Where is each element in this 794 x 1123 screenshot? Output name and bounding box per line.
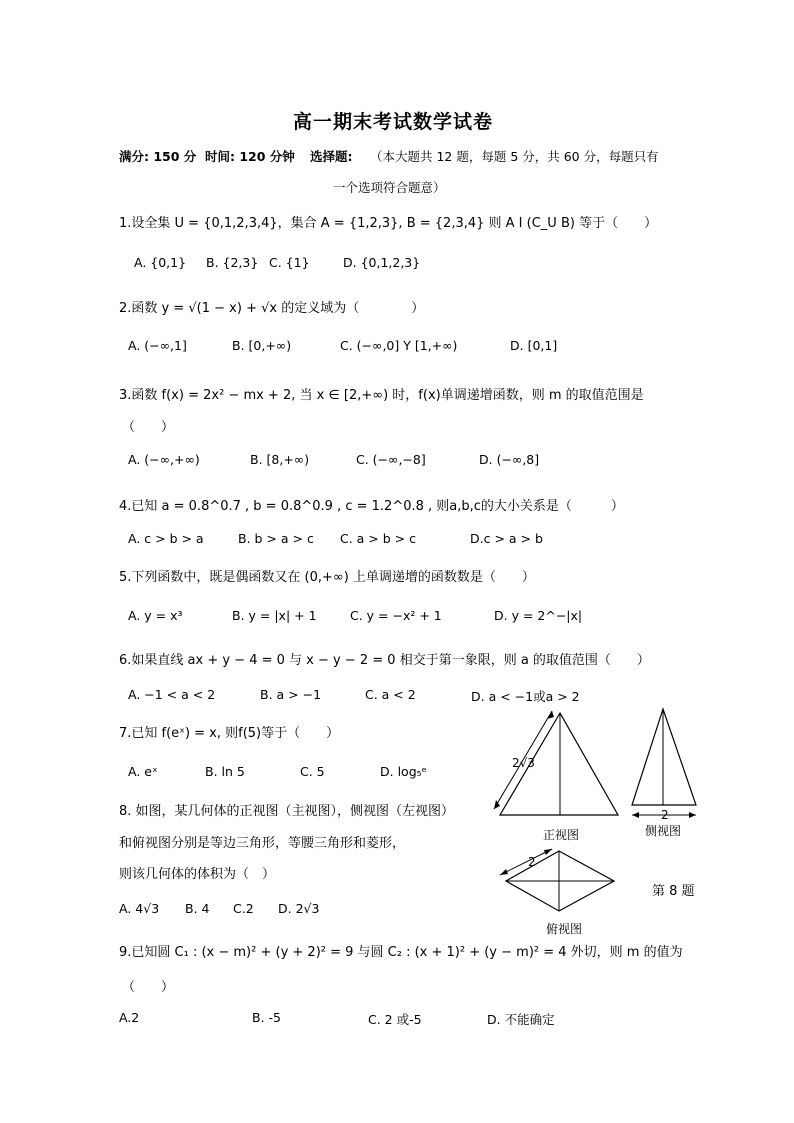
q6-option-c: C. a < 2	[365, 687, 416, 702]
side-view-dimension: 2	[661, 808, 669, 822]
q6-option-d: D. a < −1或a > 2	[471, 689, 580, 704]
q5-option-b: B. y = |x| + 1	[232, 608, 317, 623]
q9-option-b: B. -5	[252, 1010, 281, 1025]
q5-option-a: A. y = x³	[128, 608, 183, 623]
question-8-line-3: 则该几何体的体积为（ ）	[119, 867, 276, 882]
exam-meta-score: 满分: 150 分	[119, 149, 197, 164]
top-view-caption: 俯视图	[546, 922, 583, 936]
q3-option-b: B. [8,+∞)	[250, 452, 310, 467]
q3-option-c: C. (−∞,−8]	[356, 452, 426, 467]
question-1: 1.设全集 U = {0,1,2,3,4}，集合 A = {1,2,3}, B = {2,3,4} 则 A I (C_U B) 等于（ ）	[119, 216, 658, 231]
question-5: 5.下列函数中，既是偶函数又在 (0,+∞) 上单调递增的函数数是（ ）	[119, 570, 535, 585]
section-label: 选择题:	[310, 149, 353, 164]
q7-option-d: D. log₅ᵉ	[380, 764, 427, 779]
q7-option-b: B. ln 5	[205, 764, 245, 779]
q8-option-b: B. 4	[185, 901, 210, 916]
exam-meta-time: 时间: 120 分钟	[205, 149, 295, 164]
question-3: 3.函数 f(x) = 2x² − mx + 2, 当 x ∈ [2,+∞) 时，f(x)单调递增函数，则 m 的取值范围是	[119, 388, 644, 403]
question-8: 8. 如图，某几何体的正视图（主视图），侧视图（左视图）	[119, 804, 455, 819]
question-7: 7.已知 f(eˣ) = x, 则f(5)等于（ ）	[119, 726, 340, 741]
q8-option-d: D. 2√3	[278, 901, 320, 916]
q3-option-a: A. (−∞,+∞)	[128, 452, 200, 467]
q2-option-a: A. (−∞,1]	[128, 338, 187, 353]
q1-option-c: C. {1}	[269, 255, 310, 270]
side-view-figure	[628, 705, 700, 823]
question-9-blank: （ ）	[122, 980, 175, 995]
front-view-dimension: 2√3	[512, 756, 535, 770]
q5-option-d: D. y = 2^−|x|	[494, 608, 583, 623]
q4-option-b: B. b > a > c	[238, 531, 314, 546]
page-title: 高一期末考试数学试卷	[293, 111, 494, 133]
q9-option-c: C. 2 或-5	[368, 1012, 422, 1027]
question-9: 9.已知圆 C₁ : (x − m)² + (y + 2)² = 9 与圆 C₂ : (x + 1)² + (y − m)² = 4 外切，则 m 的值为	[119, 945, 683, 960]
question-2: 2.函数 y = √(1 − x) + √x 的定义域为（ ）	[119, 301, 425, 316]
question-8-line-2: 和俯视图分别是等边三角形，等腰三角形和菱形，	[119, 836, 406, 851]
q8-option-a: A. 4√3	[119, 901, 160, 916]
q1-option-b: B. {2,3}	[206, 255, 259, 270]
side-view-caption: 侧视图	[645, 824, 682, 838]
q7-option-c: C. 5	[300, 764, 325, 779]
question-3-blank: （ ）	[122, 420, 175, 435]
top-view-figure	[494, 845, 624, 925]
front-view-caption: 正视图	[543, 828, 580, 842]
q2-option-b: B. [0,+∞)	[232, 338, 292, 353]
q3-option-d: D. (−∞,8]	[479, 452, 540, 467]
section-desc: （本大题共 12 题，每题 5 分，共 60 分，每题只有	[370, 149, 659, 164]
question-6: 6.如果直线 ax + y − 4 = 0 与 x − y − 2 = 0 相交于第一象限，则 a 的取值范围（ ）	[119, 653, 650, 668]
q2-option-c: C. (−∞,0] Y [1,+∞)	[340, 338, 458, 353]
q2-option-d: D. [0,1]	[510, 338, 558, 353]
q6-option-a: A. −1 < a < 2	[128, 687, 216, 702]
q9-option-d: D. 不能确定	[487, 1012, 555, 1027]
figure-caption: 第 8 题	[652, 884, 695, 899]
q4-option-a: A. c > b > a	[128, 531, 204, 546]
q4-option-c: C. a > b > c	[340, 531, 416, 546]
top-view-dimension: 2	[528, 855, 536, 869]
question-4: 4.已知 a = 0.8^0.7 , b = 0.8^0.9 , c = 1.2^0.8 , 则a,b,c的大小关系是（ ）	[119, 499, 624, 514]
q1-option-a: A. {0,1}	[134, 255, 187, 270]
q5-option-c: C. y = −x² + 1	[350, 608, 442, 623]
q7-option-a: A. eˣ	[128, 764, 158, 779]
q4-option-d: D.c > a > b	[470, 531, 543, 546]
q8-option-c: C.2	[233, 901, 254, 916]
q1-option-d: D. {0,1,2,3}	[343, 255, 421, 270]
section-desc-cont: 一个选项符合题意）	[333, 180, 446, 195]
q9-option-a: A.2	[119, 1010, 140, 1025]
q6-option-b: B. a > −1	[260, 687, 322, 702]
front-view-figure	[490, 705, 630, 825]
